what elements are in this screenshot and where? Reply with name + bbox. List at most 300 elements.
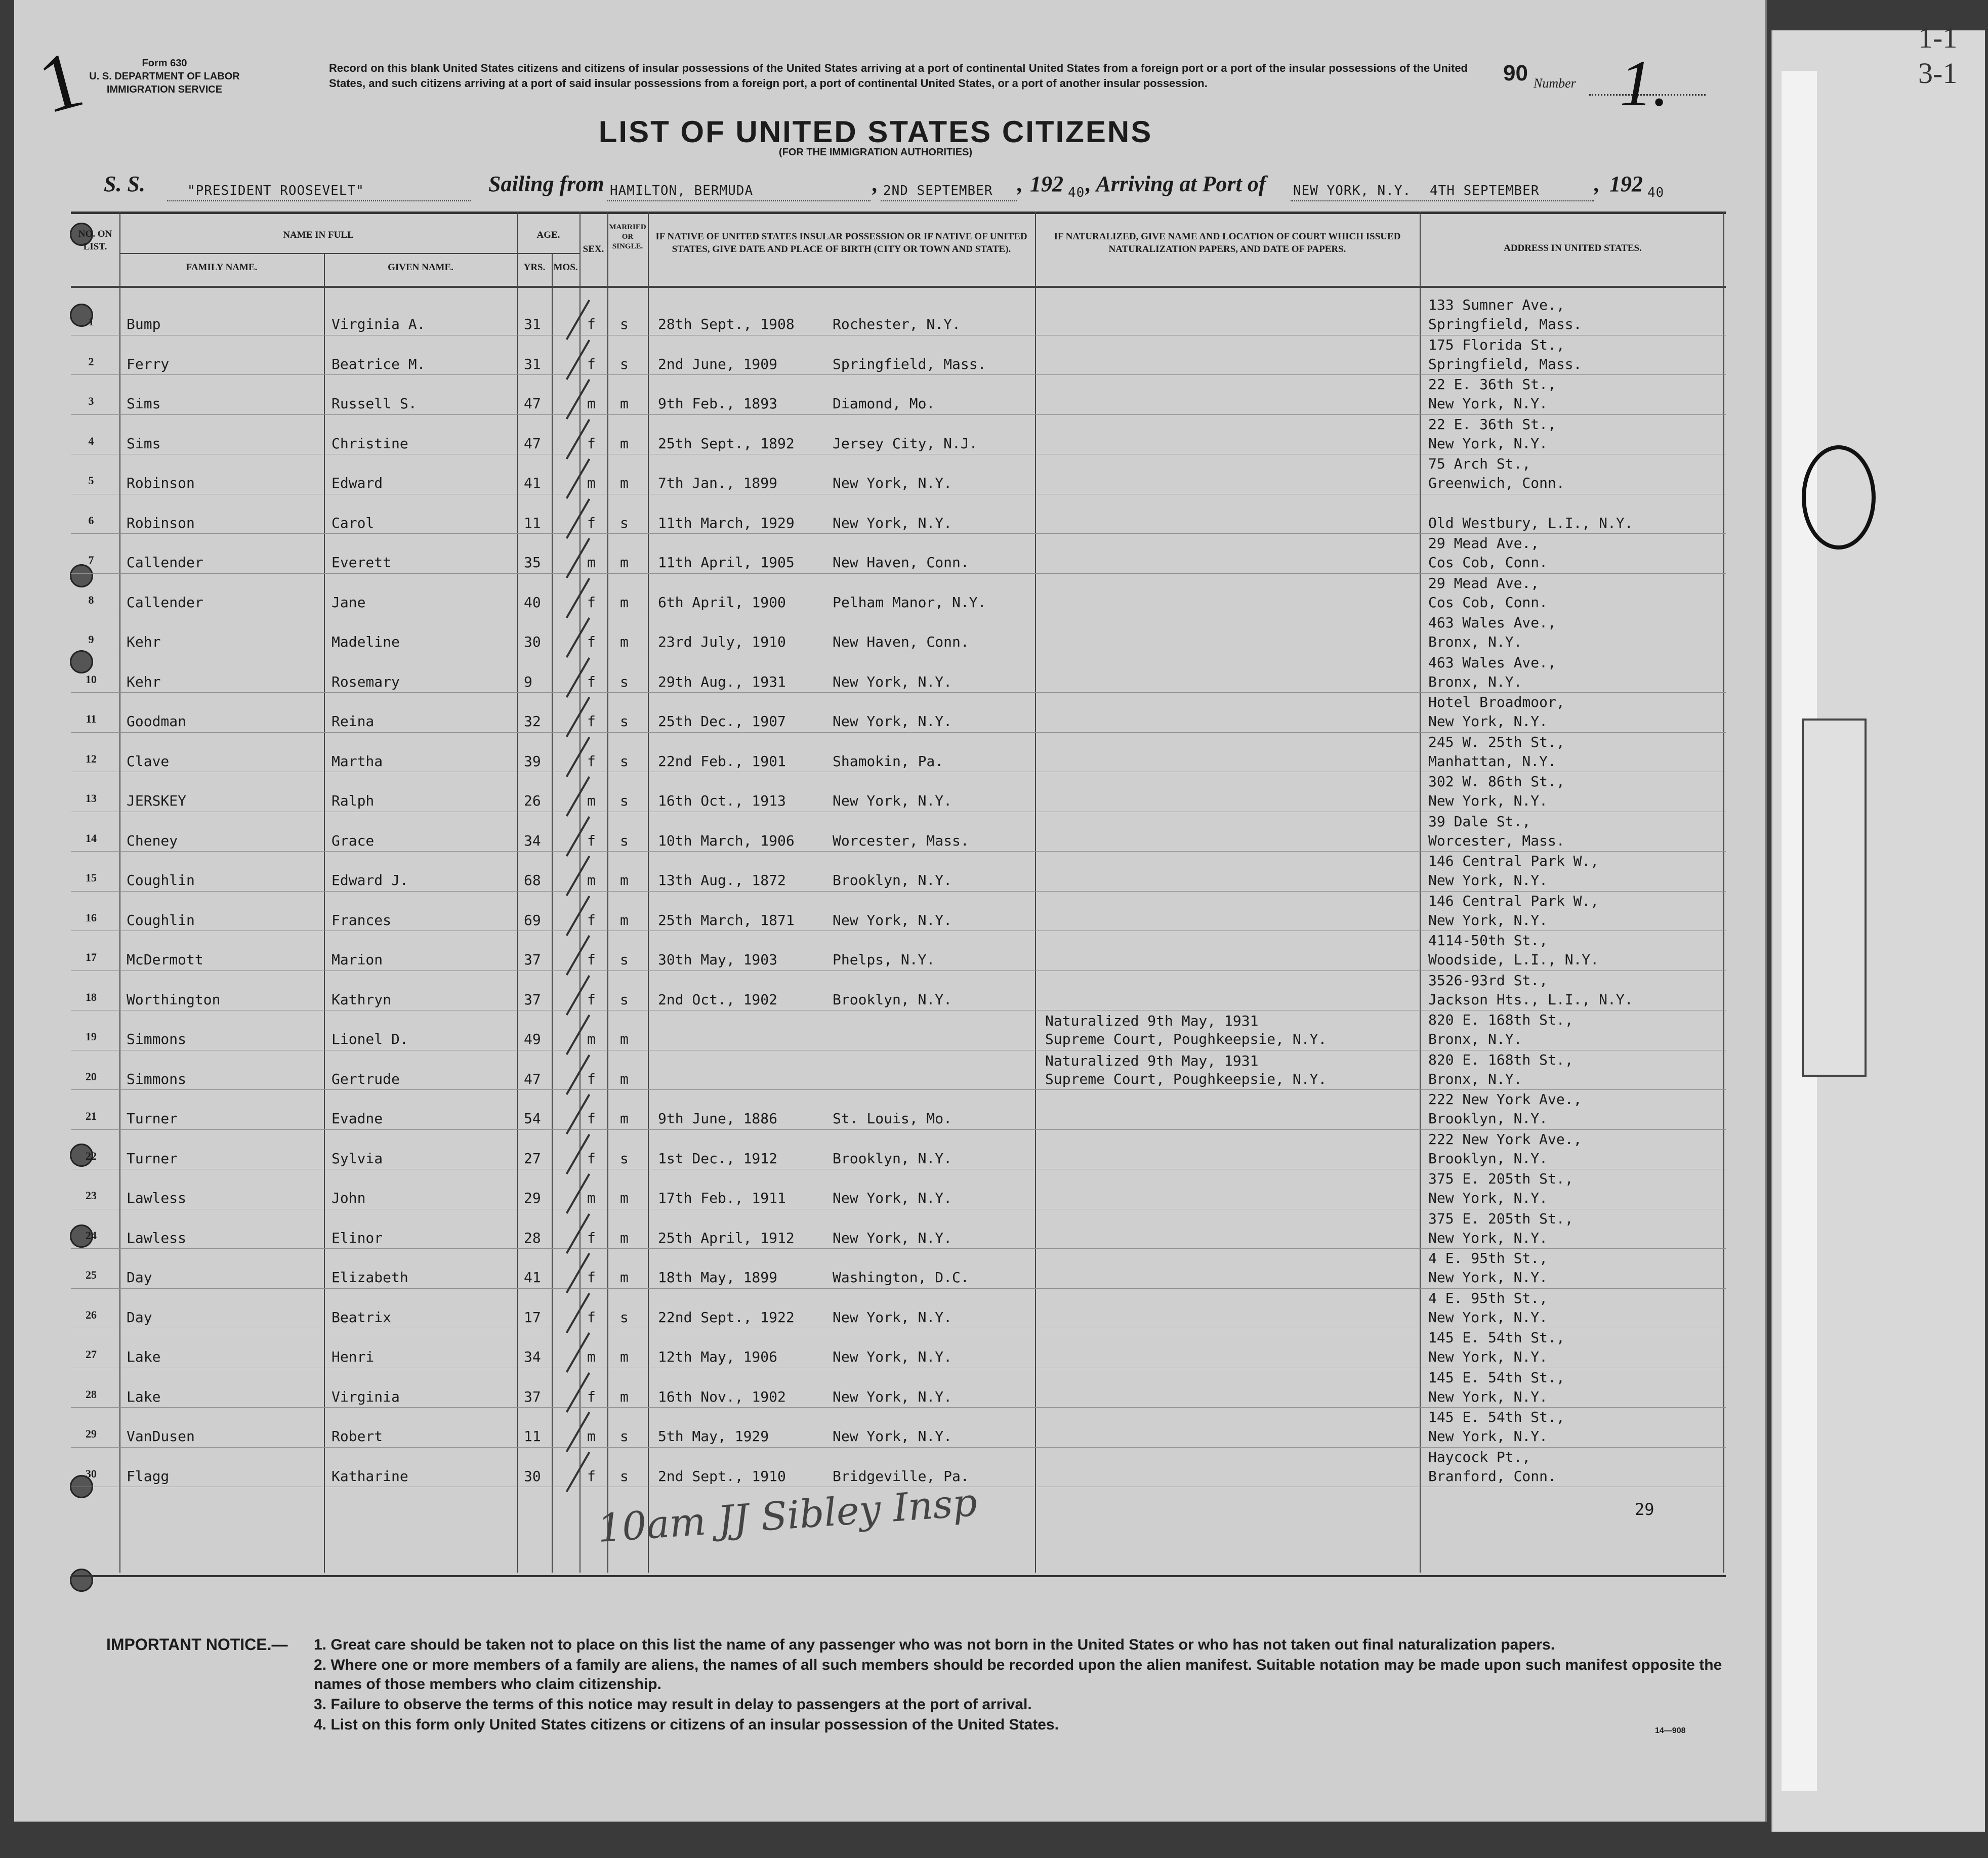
col-header-no: NO. ON LIST.	[78, 229, 112, 252]
address-line-2: Branford, Conn.	[1428, 1467, 1556, 1485]
age-years: 41	[524, 475, 541, 491]
age-years: 30	[524, 1467, 541, 1485]
departure-date: 2ND SEPTEMBER	[883, 183, 993, 198]
row-number: 20	[86, 1070, 97, 1083]
birth-place: Washington, D.C.	[833, 1269, 969, 1286]
notice-item: 1. Great care should be taken not to place on this list the name of any passenger who was not born in the United States or who has not taken out final naturalization papers.	[314, 1636, 1555, 1653]
given-name: Gertrude	[332, 1070, 400, 1087]
address-line-1: 22 E. 36th St.,	[1428, 376, 1556, 393]
birth-date: 5th May, 1929	[658, 1428, 769, 1445]
row-number: 4	[88, 434, 94, 447]
birth-place: Pelham Manor, N.Y.	[833, 594, 986, 611]
departure-port: HAMILTON, BERMUDA	[610, 183, 754, 198]
col-header-birth: IF NATIVE OF UNITED STATES INSULAR POSSESSION OR IF NATIVE OF UNITED STATES, GIVE DATE AND PLACE OF BIRTH (CITY OR TOWN AND STATE).	[655, 231, 1027, 255]
given-name: Lionel D.	[332, 1031, 408, 1047]
marital-status: s	[620, 355, 629, 372]
marital-status: m	[620, 1388, 629, 1405]
birth-date: 25th April, 1912	[658, 1229, 795, 1246]
row-number: 15	[86, 871, 97, 884]
address-line-1: 302 W. 86th St.,	[1428, 773, 1565, 790]
birth-date: 17th Feb., 1911	[658, 1190, 786, 1206]
birth-date: 2nd June, 1909	[658, 355, 778, 372]
marital-status: s	[620, 752, 629, 770]
given-name: Sylvia	[332, 1150, 383, 1167]
address-line-2: New York, N.Y.	[1428, 1308, 1548, 1326]
ss-label: S. S.	[104, 172, 145, 196]
address-line-1: 75 Arch St.,	[1428, 455, 1531, 472]
sex: f	[587, 316, 596, 332]
departure-year: 40	[1068, 185, 1085, 200]
age-years: 26	[524, 792, 541, 809]
address-line-2: Bronx, N.Y.	[1428, 634, 1522, 650]
family-name: Kehr	[127, 673, 161, 690]
address-line-2: New York, N.Y.	[1428, 713, 1548, 730]
row-number: 24	[86, 1229, 97, 1242]
sex: f	[587, 713, 596, 730]
col-header-years: YRS.	[523, 262, 546, 273]
marital-status: s	[620, 792, 629, 809]
birth-date: 9th Feb., 1893	[658, 395, 778, 412]
side-form-fragment	[1802, 719, 1867, 1077]
naturalization-line-2: Supreme Court, Poughkeepsie, N.Y.	[1045, 1070, 1327, 1087]
arrival-port: NEW YORK, N.Y.	[1293, 183, 1412, 198]
birth-place: Rochester, N.Y.	[833, 316, 961, 332]
address-line-2: Worcester, Mass.	[1428, 832, 1565, 849]
sex: f	[587, 911, 596, 928]
marital-status: m	[620, 911, 629, 928]
age-years: 69	[524, 911, 541, 928]
birth-date: 25th Dec., 1907	[658, 713, 786, 730]
age-years: 68	[524, 872, 541, 889]
given-name: Everett	[332, 554, 392, 571]
address-line-2: Bronx, N.Y.	[1428, 1031, 1522, 1047]
address-line-2: New York, N.Y.	[1428, 1348, 1548, 1365]
birth-date: 6th April, 1900	[658, 594, 786, 611]
row-number: 10	[86, 672, 97, 686]
given-name: Edward J.	[332, 872, 408, 889]
given-name: Ralph	[332, 792, 375, 809]
col-header-name-in-full: NAME IN FULL	[283, 230, 354, 240]
address-line-2: New York, N.Y.	[1428, 911, 1548, 928]
birth-date: 30th May, 1903	[658, 951, 778, 968]
age-years: 29	[524, 1190, 541, 1206]
ship-fill-line	[167, 200, 471, 201]
age-years: 34	[524, 1348, 541, 1365]
birth-place: New York, N.Y.	[833, 1229, 952, 1246]
given-name: Katharine	[332, 1467, 408, 1485]
marital-status: s	[620, 673, 629, 690]
birth-date: 16th Nov., 1902	[658, 1388, 786, 1405]
sex: m	[587, 395, 596, 412]
age-years: 30	[524, 634, 541, 650]
row-rule	[71, 533, 1726, 534]
family-name: Lawless	[127, 1190, 187, 1206]
age-years: 35	[524, 554, 541, 571]
age-years: 37	[524, 951, 541, 968]
birth-date: 25th Sept., 1892	[658, 435, 795, 452]
address-line-2: Greenwich, Conn.	[1428, 475, 1565, 491]
address-line-1: 4 E. 95th St.,	[1428, 1289, 1548, 1306]
address-line-2: Cos Cob, Conn.	[1428, 594, 1548, 611]
family-name: Robinson	[127, 475, 195, 491]
address-line-2: New York, N.Y.	[1428, 872, 1548, 889]
family-name: Lake	[127, 1348, 161, 1365]
family-name: McDermott	[127, 951, 203, 968]
birth-place: Phelps, N.Y.	[833, 951, 935, 968]
row-rule	[71, 692, 1726, 693]
col-header-naturalization: IF NATURALIZED, GIVE NAME AND LOCATION OF COURT WHICH ISSUED NATURALIZATION PAPERS, AND DATE OF PAPERS.	[1054, 231, 1401, 255]
given-name: Beatrice M.	[332, 355, 426, 372]
marital-status: m	[620, 634, 629, 650]
family-name: Robinson	[127, 514, 195, 531]
birth-place: Jersey City, N.J.	[833, 435, 978, 452]
marital-status: m	[620, 1031, 629, 1047]
address-line-2: Old Westbury, L.I., N.Y.	[1428, 514, 1633, 531]
address-line-2: Springfield, Mass.	[1428, 316, 1582, 332]
row-rule	[71, 970, 1726, 971]
family-name: Worthington	[127, 991, 221, 1008]
birth-place: Springfield, Mass.	[833, 355, 986, 372]
row-rule	[71, 891, 1726, 892]
birth-date: 11th April, 1905	[658, 554, 795, 571]
given-name: Carol	[332, 514, 375, 531]
address-line-1: 4 E. 95th St.,	[1428, 1250, 1548, 1266]
row-number: 8	[88, 593, 94, 606]
marital-status: m	[620, 554, 629, 571]
row-rule	[71, 1129, 1726, 1130]
family-name: Ferry	[127, 355, 170, 372]
birth-place: New York, N.Y.	[833, 792, 952, 809]
side-page-number: 1-1 3-1	[1918, 21, 1958, 90]
marital-status: m	[620, 872, 629, 889]
address-line-1: 29 Mead Ave.,	[1428, 574, 1540, 592]
sex: f	[587, 594, 596, 611]
form-identifier: Form 630 U. S. DEPARTMENT OF LABOR IMMIGRATION SERVICE	[89, 58, 240, 95]
row-rule	[71, 732, 1726, 733]
address-line-1: 146 Central Park W.,	[1428, 892, 1599, 909]
header-rule	[71, 286, 1726, 288]
birth-place: Bridgeville, Pa.	[833, 1467, 969, 1485]
naturalization-line-2: Supreme Court, Poughkeepsie, N.Y.	[1045, 1031, 1327, 1047]
sex: m	[587, 872, 596, 889]
family-name: JERSKEY	[127, 792, 187, 809]
address-line-1: Haycock Pt.,	[1428, 1448, 1531, 1465]
column-rule	[607, 212, 608, 1573]
family-name: Coughlin	[127, 911, 195, 928]
sex: f	[587, 951, 596, 968]
address-line-2: New York, N.Y.	[1428, 1428, 1548, 1445]
marital-status: s	[620, 832, 629, 849]
birth-date: 22nd Sept., 1922	[658, 1308, 795, 1326]
port-fill-line	[607, 200, 871, 201]
arrival-year: 40	[1647, 185, 1665, 200]
marital-status: s	[620, 1150, 629, 1167]
birth-place: New York, N.Y.	[833, 1308, 952, 1326]
family-name: Kehr	[127, 634, 161, 650]
marital-status: s	[620, 1467, 629, 1485]
given-name: Henri	[332, 1348, 375, 1365]
birth-place: New York, N.Y.	[833, 1190, 952, 1206]
row-rule	[71, 1248, 1726, 1249]
sex: m	[587, 1190, 596, 1206]
row-rule	[71, 1288, 1726, 1289]
date-fill-line	[881, 200, 1017, 201]
birth-date: 9th June, 1886	[658, 1110, 778, 1127]
comma-separator: ,	[1017, 172, 1023, 196]
birth-date: 7th Jan., 1899	[658, 475, 778, 491]
address-line-1: 133 Sumner Ave.,	[1428, 297, 1565, 313]
birth-place: Worcester, Mass.	[833, 832, 969, 849]
address-line-1: 245 W. 25th St.,	[1428, 733, 1565, 750]
row-number: 14	[86, 831, 97, 844]
family-name: Goodman	[127, 713, 187, 730]
address-line-1: 29 Mead Ave.,	[1428, 535, 1540, 552]
col-header-age: AGE.	[536, 230, 560, 240]
sex: f	[587, 1150, 596, 1167]
sex: f	[587, 1229, 596, 1246]
address-line-1: 22 E. 36th St.,	[1428, 415, 1556, 433]
sex: f	[587, 634, 596, 650]
family-name: Sims	[127, 395, 161, 412]
marital-status: s	[620, 316, 629, 332]
sex: m	[587, 792, 596, 809]
address-line-2: Jackson Hts., L.I., N.Y.	[1428, 991, 1633, 1008]
row-number: 2	[88, 355, 94, 368]
marital-status: s	[620, 1428, 629, 1445]
given-name: Rosemary	[332, 673, 400, 690]
birth-date: 29th Aug., 1931	[658, 673, 786, 690]
address-line-1: 222 New York Ave.,	[1428, 1091, 1582, 1108]
marital-status: m	[620, 1110, 629, 1127]
given-name: Evadne	[332, 1110, 383, 1127]
birth-date: 18th May, 1899	[658, 1269, 778, 1286]
birth-date: 2nd Oct., 1902	[658, 991, 778, 1008]
family-name: Flagg	[127, 1467, 170, 1485]
birth-place: New York, N.Y.	[833, 1348, 952, 1365]
marital-status: m	[620, 435, 629, 452]
family-name: Coughlin	[127, 872, 195, 889]
column-rule	[552, 253, 553, 1573]
age-years: 40	[524, 594, 541, 611]
col-header-married-single: MARRIED OR SINGLE.	[609, 223, 646, 250]
birth-place: New York, N.Y.	[833, 514, 952, 531]
row-number: 12	[86, 752, 97, 765]
marital-status: m	[620, 395, 629, 412]
family-name: Callender	[127, 554, 203, 571]
naturalization-line-1: Naturalized 9th May, 1931	[1045, 1052, 1259, 1069]
column-rule	[1723, 212, 1724, 1573]
row-number: 5	[88, 474, 94, 487]
address-line-1: 39 Dale St.,	[1428, 813, 1531, 830]
comma-separator: ,	[1594, 172, 1600, 196]
row-number: 27	[86, 1348, 97, 1361]
row-number: 29	[86, 1427, 97, 1440]
given-name: Jane	[332, 594, 366, 611]
birth-place: New York, N.Y.	[833, 713, 952, 730]
birth-place: Brooklyn, N.Y.	[833, 872, 952, 889]
notice-item: 2. Where one or more members of a family are aliens, the names of all such members should be recorded upon the alien manifest. Suitable notation may be made upon such manifest opposite the names of those members who claim citizenship.	[314, 1657, 1722, 1693]
family-name: Day	[127, 1308, 152, 1326]
row-number: 6	[88, 514, 94, 527]
address-line-2: New York, N.Y.	[1428, 792, 1548, 809]
family-name: Turner	[127, 1110, 178, 1127]
marital-status: s	[620, 951, 629, 968]
birth-date: 2nd Sept., 1910	[658, 1467, 786, 1485]
row-number: 18	[86, 990, 97, 1003]
birth-place: New York, N.Y.	[833, 911, 952, 928]
sex: f	[587, 1110, 596, 1127]
age-years: 37	[524, 1388, 541, 1405]
family-name: Sims	[127, 435, 161, 452]
column-rule	[324, 253, 325, 1573]
marital-status: m	[620, 1229, 629, 1246]
row-rule	[71, 573, 1726, 574]
birth-date: 10th March, 1906	[658, 832, 795, 849]
address-line-1: 4114-50th St.,	[1428, 932, 1548, 949]
footer-code: 14—908	[1655, 1726, 1686, 1735]
family-name: Simmons	[127, 1070, 187, 1087]
given-name: Russell S.	[332, 395, 417, 412]
given-name: Madeline	[332, 634, 400, 650]
row-number: 19	[86, 1030, 97, 1043]
given-name: Elinor	[332, 1229, 383, 1246]
address-line-1: 463 Wales Ave.,	[1428, 614, 1556, 631]
address-line-2: New York, N.Y.	[1428, 435, 1548, 452]
form-instructions: Record on this blank United States citizens and citizens of insular possessions of the United States arriving at a port of continental United States from a foreign port or a port of the insular possessions of the United States, and such citizens arriving at a port of said insular possessions from a foreign port, a port of continental United States, or a port of another insular possession.	[329, 62, 1468, 90]
given-name: John	[332, 1190, 366, 1206]
address-line-1: 145 E. 54th St.,	[1428, 1329, 1565, 1346]
sex: f	[587, 1269, 596, 1286]
column-rule	[119, 212, 120, 1573]
sailing-label: Sailing from	[488, 172, 604, 196]
sex: m	[587, 1348, 596, 1365]
marital-status: s	[620, 713, 629, 730]
ship-name: "PRESIDENT ROOSEVELT"	[187, 183, 364, 198]
family-name: Callender	[127, 594, 203, 611]
age-years: 49	[524, 1031, 541, 1047]
address-line-1: Hotel Broadmoor,	[1428, 694, 1565, 710]
row-number: 17	[86, 951, 97, 963]
address-line-2: New York, N.Y.	[1428, 395, 1548, 412]
row-total: 29	[1635, 1500, 1654, 1519]
row-number: 26	[86, 1308, 97, 1321]
birth-date: 16th Oct., 1913	[658, 792, 786, 809]
age-years: 37	[524, 991, 541, 1008]
address-line-1: 145 E. 54th St.,	[1428, 1369, 1565, 1386]
birth-place: Diamond, Mo.	[833, 395, 935, 412]
sex: f	[587, 1308, 596, 1326]
row-number: 3	[88, 395, 94, 407]
age-years: 39	[524, 752, 541, 770]
col-header-sex: SEX.	[583, 244, 604, 255]
family-name: Lake	[127, 1388, 161, 1405]
address-line-2: New York, N.Y.	[1428, 1388, 1548, 1405]
marital-status: m	[620, 1190, 629, 1206]
sex: f	[587, 752, 596, 770]
age-years: 31	[524, 355, 541, 372]
address-line-1: 222 New York Ave.,	[1428, 1130, 1582, 1148]
address-line-2: Manhattan, N.Y.	[1428, 752, 1556, 770]
row-number: 22	[86, 1149, 97, 1162]
page-subtitle: (FOR THE IMMIGRATION AUTHORITIES)	[778, 147, 973, 158]
serial-prefix: 90	[1503, 61, 1528, 86]
given-name: Kathryn	[332, 991, 392, 1008]
address-line-2: New York, N.Y.	[1428, 1190, 1548, 1206]
family-name: Cheney	[127, 832, 178, 849]
address-line-1: 145 E. 54th St.,	[1428, 1409, 1565, 1425]
column-rule	[579, 212, 581, 1573]
row-rule	[71, 1407, 1726, 1408]
address-line-2: Brooklyn, N.Y.	[1428, 1110, 1548, 1127]
marital-status: m	[620, 1269, 629, 1286]
address-line-2: Cos Cob, Conn.	[1428, 554, 1548, 571]
col-header-months: MOS.	[553, 262, 578, 273]
family-name: Bump	[127, 316, 161, 332]
given-name: Grace	[332, 832, 375, 849]
row-number: 25	[86, 1269, 97, 1281]
notice-title: IMPORTANT NOTICE.—	[106, 1635, 288, 1654]
naturalization-line-1: Naturalized 9th May, 1931	[1045, 1012, 1259, 1029]
row-number: 13	[86, 792, 97, 805]
sex: f	[587, 355, 596, 372]
age-years: 28	[524, 1229, 541, 1246]
birth-place: New Haven, Conn.	[833, 634, 969, 650]
age-years: 54	[524, 1110, 541, 1127]
birth-date: 22nd Feb., 1901	[658, 752, 786, 770]
age-years: 9	[524, 673, 532, 690]
sex: f	[587, 673, 596, 690]
side-handwritten-mark	[1802, 445, 1876, 550]
sex: f	[587, 514, 596, 531]
marital-status: m	[620, 594, 629, 611]
row-number: 21	[86, 1110, 97, 1122]
year-prefix: 192	[1609, 172, 1643, 196]
age-years: 47	[524, 1070, 541, 1087]
given-name: Virginia	[332, 1388, 400, 1405]
arriving-label: , Arriving at Port of	[1086, 172, 1266, 196]
sex: m	[587, 554, 596, 571]
address-line-1: 463 Wales Ave.,	[1428, 654, 1556, 671]
row-rule	[71, 414, 1726, 415]
address-line-1: 375 E. 205th St.,	[1428, 1210, 1573, 1227]
age-years: 47	[524, 395, 541, 412]
address-line-2: Woodside, L.I., N.Y.	[1428, 951, 1599, 968]
given-name: Reina	[332, 713, 375, 730]
given-name: Martha	[332, 752, 383, 770]
birth-place: New York, N.Y.	[833, 1428, 952, 1445]
header-rule	[119, 253, 579, 254]
birth-place: St. Louis, Mo.	[833, 1110, 952, 1127]
sex: f	[587, 1388, 596, 1405]
manifest-number: 1.	[1620, 47, 1669, 120]
address-line-1: 375 E. 205th St.,	[1428, 1170, 1573, 1187]
birth-date: 28th Sept., 1908	[658, 316, 795, 332]
page-title: LIST OF UNITED STATES CITIZENS	[598, 115, 1153, 149]
age-years: 41	[524, 1269, 541, 1286]
birth-date: 1st Dec., 1912	[658, 1150, 778, 1167]
sex: m	[587, 1428, 596, 1445]
column-rule	[1035, 212, 1036, 1573]
given-name: Christine	[332, 435, 408, 452]
family-name: Day	[127, 1269, 152, 1286]
given-name: Elizabeth	[332, 1269, 408, 1286]
row-number: 9	[88, 633, 94, 646]
birth-place: Shamokin, Pa.	[833, 752, 944, 770]
sex: m	[587, 475, 596, 491]
given-name: Edward	[332, 475, 383, 491]
address-line-2: Brooklyn, N.Y.	[1428, 1150, 1548, 1167]
column-rule	[1420, 212, 1421, 1573]
